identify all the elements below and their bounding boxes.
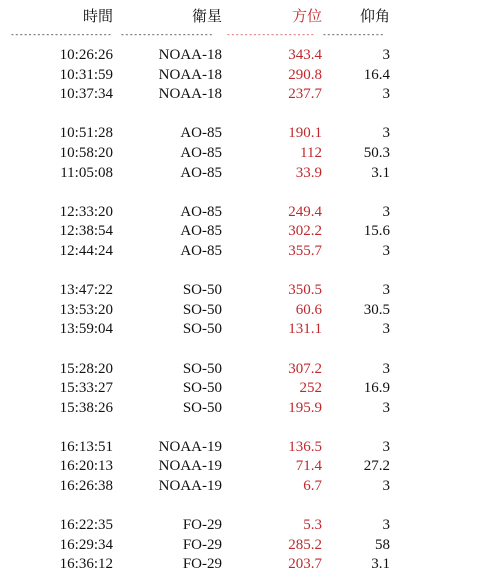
cell-time: 12:38:54 — [59, 223, 113, 240]
table-row — [0, 438, 502, 458]
cell-satellite: FO-29 — [182, 517, 222, 534]
table-row — [0, 46, 502, 66]
group-spacer — [0, 262, 502, 282]
cell-time: 16:36:12 — [59, 556, 113, 573]
group-spacer — [0, 418, 502, 438]
pass-group — [0, 124, 502, 183]
table-row — [0, 360, 502, 380]
cell-elevation: 30.5 — [363, 301, 390, 318]
cell-time: 13:53:20 — [59, 301, 113, 318]
cell-satellite: SO-50 — [182, 399, 222, 416]
cell-time: 10:51:28 — [59, 125, 113, 142]
cell-azimuth: 355.7 — [288, 242, 322, 259]
cell-azimuth: 195.9 — [288, 399, 322, 416]
table-row — [0, 477, 502, 497]
cell-elevation: 58 — [375, 536, 390, 553]
group-spacer — [0, 105, 502, 125]
cell-azimuth: 71.4 — [295, 458, 322, 475]
cell-elevation: 16.4 — [363, 66, 390, 83]
cell-time: 16:26:38 — [59, 478, 113, 495]
table-row — [0, 281, 502, 301]
separator-satellite: --------------------- — [120, 30, 213, 39]
cell-elevation: 3 — [382, 478, 390, 495]
cell-azimuth: 302.2 — [288, 223, 322, 240]
table-row — [0, 516, 502, 536]
pass-group — [0, 281, 502, 340]
cell-time: 15:33:27 — [59, 380, 113, 397]
cell-elevation: 3 — [382, 242, 390, 259]
cell-elevation: 3.1 — [371, 164, 390, 181]
cell-azimuth: 237.7 — [288, 86, 322, 103]
cell-elevation: 15.6 — [363, 223, 390, 240]
cell-time: 16:29:34 — [59, 536, 113, 553]
header-time: 時間 — [82, 9, 113, 25]
table-row — [0, 222, 502, 242]
cell-time: 15:28:20 — [59, 360, 113, 377]
cell-satellite: NOAA-19 — [158, 438, 222, 455]
cell-satellite: NOAA-18 — [158, 47, 222, 63]
table-body — [0, 46, 502, 575]
cell-azimuth: 6.7 — [303, 478, 322, 495]
cell-azimuth: 136.5 — [288, 438, 322, 455]
cell-time: 15:38:26 — [59, 399, 113, 416]
separator-azimuth: -------------------- — [226, 30, 315, 39]
cell-azimuth: 190.1 — [288, 125, 322, 142]
cell-elevation: 3 — [382, 360, 390, 377]
cell-satellite: NOAA-18 — [158, 66, 222, 83]
cell-satellite: FO-29 — [182, 556, 222, 573]
group-spacer — [0, 340, 502, 360]
cell-satellite: AO-85 — [180, 125, 222, 142]
cell-satellite: SO-50 — [182, 360, 222, 377]
cell-time: 16:22:35 — [59, 517, 113, 534]
cell-satellite: SO-50 — [182, 321, 222, 338]
table-row — [0, 399, 502, 419]
cell-satellite: AO-85 — [180, 144, 222, 161]
cell-time: 12:44:24 — [59, 242, 113, 259]
cell-azimuth: 252 — [299, 380, 322, 397]
cell-time: 16:13:51 — [59, 438, 113, 455]
group-spacer — [0, 497, 502, 517]
table-row — [0, 301, 502, 321]
cell-azimuth: 290.8 — [288, 66, 322, 83]
cell-elevation: 27.2 — [363, 458, 390, 475]
cell-satellite: SO-50 — [182, 380, 222, 397]
cell-elevation: 3 — [382, 438, 390, 455]
cell-satellite: SO-50 — [182, 282, 222, 299]
cell-time: 13:59:04 — [59, 321, 113, 338]
cell-azimuth: 33.9 — [295, 164, 322, 181]
cell-satellite: AO-85 — [180, 223, 222, 240]
table-row — [0, 379, 502, 399]
header-satellite: 衛星 — [191, 9, 222, 25]
cell-satellite: AO-85 — [180, 164, 222, 181]
cell-azimuth: 307.2 — [288, 360, 322, 377]
pass-group — [0, 438, 502, 497]
table-row — [0, 555, 502, 575]
table-row — [0, 124, 502, 144]
pass-group — [0, 46, 502, 105]
cell-elevation: 3 — [382, 321, 390, 338]
table-row — [0, 320, 502, 340]
cell-satellite: NOAA-18 — [158, 86, 222, 103]
table-row — [0, 203, 502, 223]
cell-satellite: AO-85 — [180, 242, 222, 259]
cell-elevation: 3 — [382, 47, 390, 63]
cell-time: 13:47:22 — [59, 282, 113, 299]
separator-time: ----------------------- — [10, 30, 112, 39]
cell-satellite: FO-29 — [182, 536, 222, 553]
cell-azimuth: 60.6 — [295, 301, 322, 318]
cell-elevation: 3 — [382, 86, 390, 103]
cell-elevation: 3.1 — [371, 556, 390, 573]
cell-elevation: 16.9 — [363, 380, 390, 397]
cell-azimuth: 112 — [300, 144, 322, 161]
cell-satellite: NOAA-19 — [158, 458, 222, 475]
cell-elevation: 3 — [382, 203, 390, 220]
table-row — [0, 242, 502, 262]
table-row — [0, 85, 502, 105]
table-row — [0, 164, 502, 184]
cell-azimuth: 5.3 — [303, 517, 322, 534]
cell-azimuth: 350.5 — [288, 282, 322, 299]
cell-azimuth: 249.4 — [288, 203, 322, 220]
cell-azimuth: 131.1 — [288, 321, 322, 338]
cell-time: 10:58:20 — [59, 144, 113, 161]
header-azimuth: 方位 — [291, 9, 322, 25]
separator-elevation: -------------- — [322, 30, 384, 39]
cell-azimuth: 285.2 — [288, 536, 322, 553]
cell-time: 10:37:34 — [59, 86, 113, 103]
cell-satellite: NOAA-19 — [158, 478, 222, 495]
cell-elevation: 3 — [382, 399, 390, 416]
cell-elevation: 3 — [382, 282, 390, 299]
cell-time: 16:20:13 — [59, 458, 113, 475]
cell-satellite: AO-85 — [180, 203, 222, 220]
pass-group — [0, 360, 502, 419]
cell-time: 10:26:26 — [59, 47, 113, 63]
group-spacer — [0, 183, 502, 203]
cell-time: 11:05:08 — [60, 164, 113, 181]
cell-elevation: 3 — [382, 517, 390, 534]
cell-azimuth: 203.7 — [288, 556, 322, 573]
table-row — [0, 536, 502, 556]
table-header — [0, 8, 502, 28]
cell-azimuth: 343.4 — [288, 47, 322, 63]
pass-group — [0, 516, 502, 575]
header-elevation: 仰角 — [359, 9, 390, 25]
cell-elevation: 3 — [382, 125, 390, 142]
table-row — [0, 66, 502, 86]
cell-satellite: SO-50 — [182, 301, 222, 318]
table-row — [0, 457, 502, 477]
cell-time: 10:31:59 — [59, 66, 113, 83]
pass-group — [0, 203, 502, 262]
cell-time: 12:33:20 — [59, 203, 113, 220]
cell-elevation: 50.3 — [363, 144, 390, 161]
table-row — [0, 144, 502, 164]
